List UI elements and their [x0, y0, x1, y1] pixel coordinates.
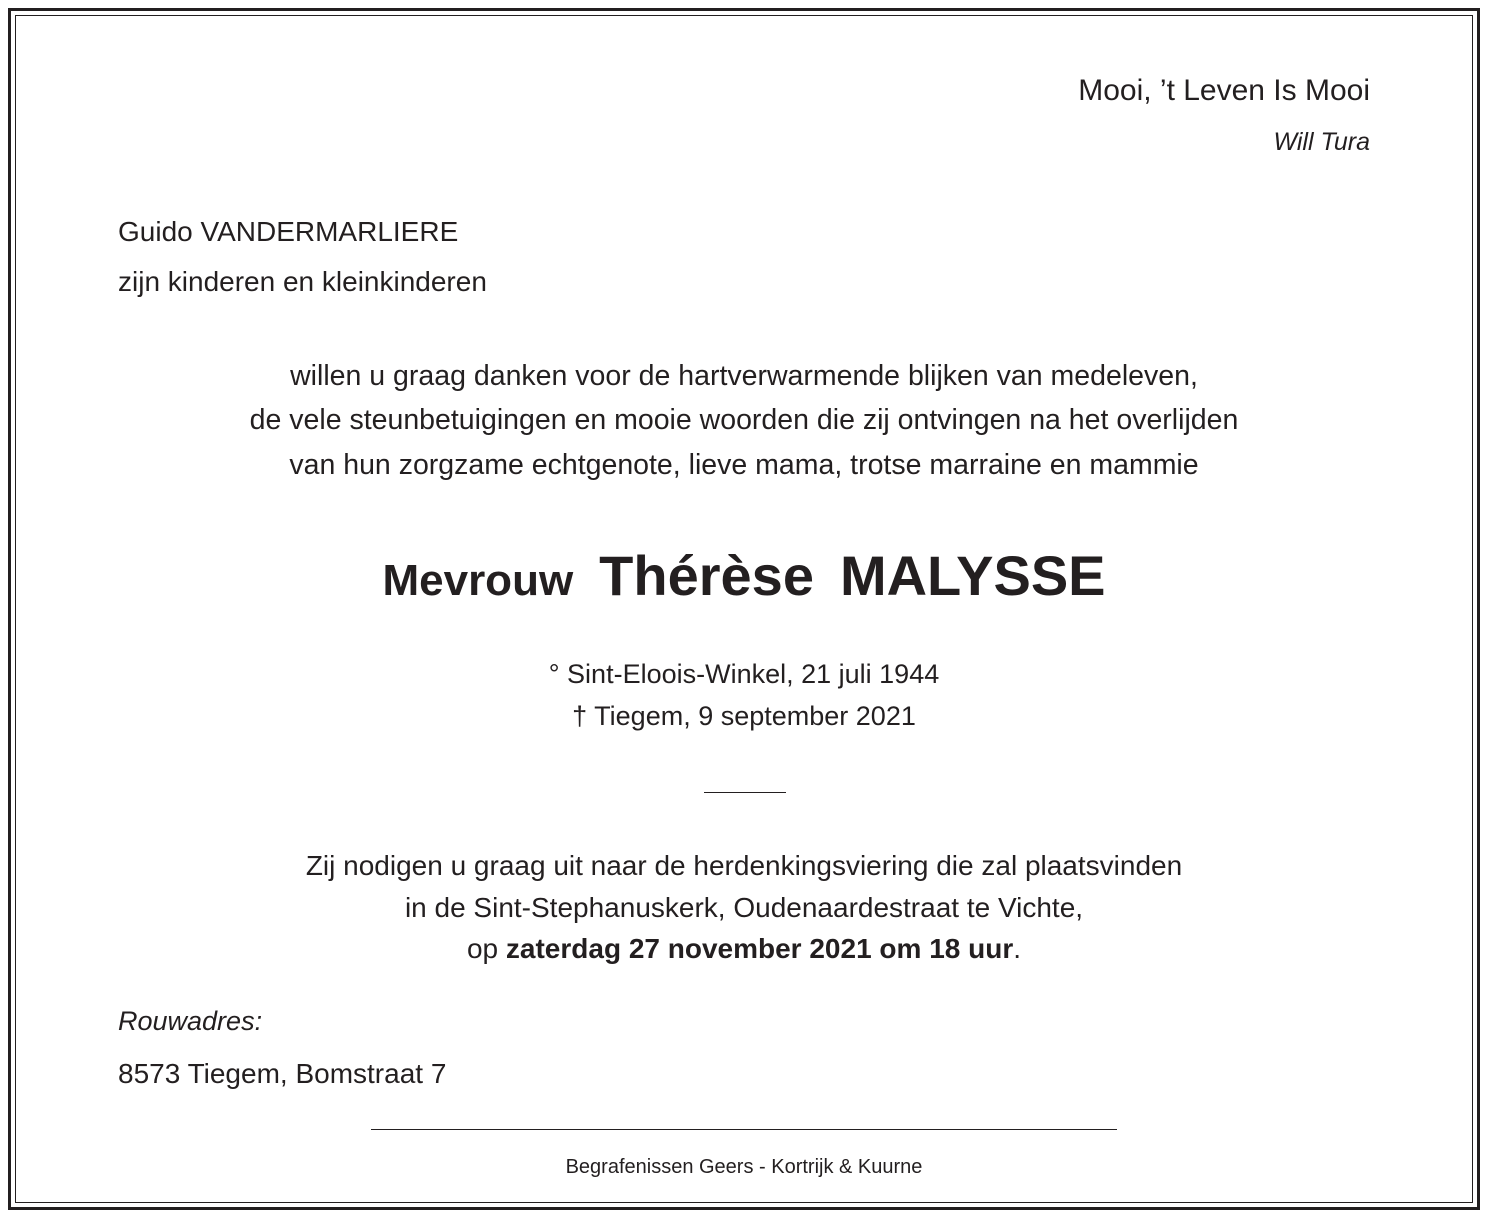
thanks-line-2: de vele steunbetuigingen en mooie woorden die zij ontvingen na het overlijden — [249, 404, 1239, 436]
family-members: zijn kinderen en kleinkinderen — [118, 266, 487, 297]
invitation-line-3 — [0, 935, 1488, 963]
invitation-line-2: in de Sint-Stephanuskerk, Oudenaardestraat te Vichte, — [404, 892, 1084, 923]
quote-author: Will Tura — [1273, 128, 1370, 156]
ceremony-datetime: zaterdag 27 november 2021 om 18 uur — [505, 933, 1014, 964]
invitation-prefix: op — [466, 933, 506, 964]
death-line: † Tiegem, 9 september 2021 — [572, 701, 916, 731]
thanks-line-3: van hun zorgzame echtgenote, lieve mama, trotse marraine en mammie — [289, 449, 1199, 481]
quote-title: Mooi, ’t Leven Is Mooi — [1078, 74, 1370, 107]
footer-divider — [371, 1129, 1117, 1130]
short-divider — [704, 792, 786, 793]
invitation-line-1: Zij nodigen u graag uit naar de herdenkingsviering die zal plaatsvinden — [305, 850, 1183, 881]
deceased-last-name: MALYSSE — [839, 544, 1106, 607]
thanks-line-1: willen u graag danken voor de hartverwarmende blijken van medeleven, — [290, 360, 1198, 392]
rouwadres-label: Rouwadres: — [118, 1006, 263, 1036]
deceased-name — [0, 544, 1488, 607]
rouwadres-address: 8573 Tiegem, Bomstraat 7 — [118, 1058, 447, 1089]
deceased-salutation: Mevrouw — [382, 556, 574, 605]
invitation-suffix: . — [1013, 933, 1022, 964]
deceased-first-name: Thérèse — [599, 544, 814, 607]
birth-line: ° Sint-Eloois-Winkel, 21 juli 1944 — [548, 659, 940, 689]
family-name: Guido VANDERMARLIERE — [118, 216, 459, 247]
funeral-home-footer: Begrafenissen Geers - Kortrijk & Kuurne — [565, 1156, 923, 1178]
